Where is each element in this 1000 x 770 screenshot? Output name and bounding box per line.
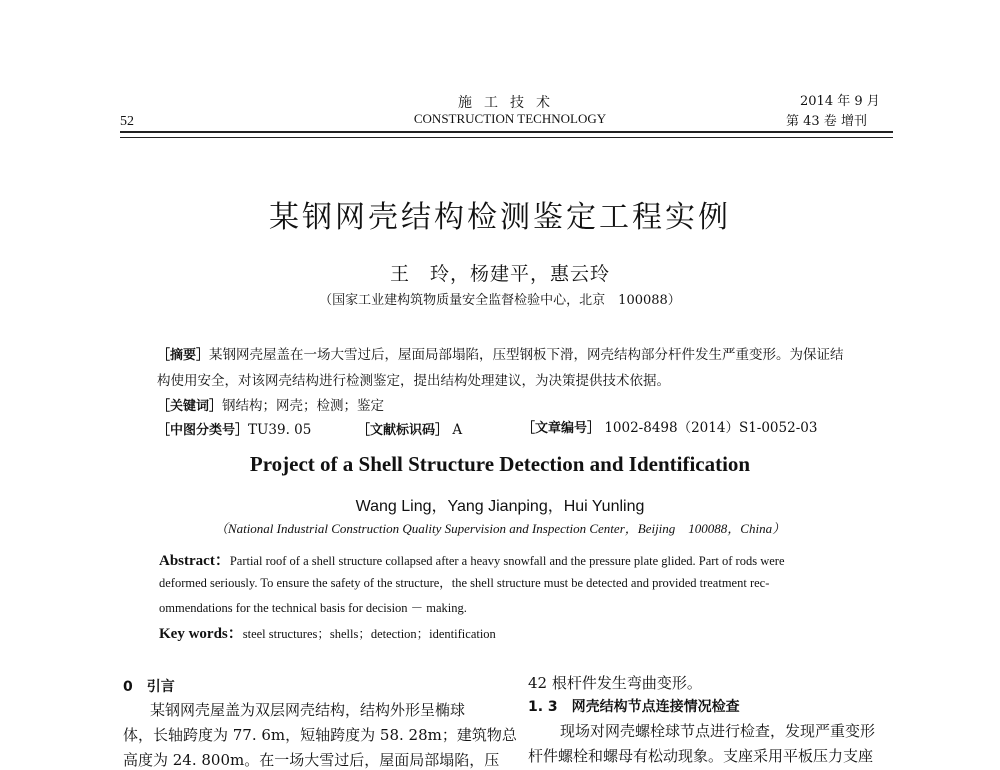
keywords-cn-label: ［关键词］ [157,399,223,414]
article-title-en: Project of a Shell Structure Detection and Identification [249,452,751,476]
authors-cn: 王 玲，杨建平，惠云玲 [389,263,610,285]
issue-volume: 第 43 卷 增刊 [786,114,867,129]
abstract-cn-line-1 [157,346,844,365]
keywords-en-text: steel structures；shells；detection；identification [242,627,496,641]
body-right-line-1: 现场对网壳螺栓球节点进行检查，发现严重变形 [560,722,876,740]
journal-title-cn: 施工技术 [458,95,562,111]
article-number-label: ［文章编号］ [522,421,601,436]
article-title-cn: 某钢网壳结构检测鉴定工程实例 [269,200,731,235]
classification-label: ［中图分类号］ [157,423,249,438]
affiliation-cn: （国家工业建构筑物质量安全监督检验中心，北京 100088） [319,293,681,308]
abstract-en-line-1 [159,549,785,570]
section-heading-1-3: 1. 3 网壳结构节点连接情况检查 [528,699,740,715]
section-heading-introduction: 0 引言 [123,679,175,695]
keywords-en [159,622,496,643]
body-left-line-1: 某钢网壳屋盖为双层网壳结构，结构外形呈椭球 [150,701,466,719]
classification-value: TU39. 05 [248,422,312,438]
abstract-cn-label: ［摘要］ [157,348,210,363]
document-code [357,421,462,440]
authors-en: Wang Ling，Yang Jianping，Hui Yunling [355,498,645,515]
body-right-line-0: 42 根杆件发生弯曲变形。 [528,674,702,692]
issue-date: 2014 年 9 月 [800,94,880,109]
abstract-cn-text-1: 某钢网壳屋盖在一场大雪过后，屋面局部塌陷，压型钢板下滑，网壳结构部分杆件发生严重变形。为保证结 [209,347,844,363]
classification-number [157,421,311,440]
keywords-cn-text: 钢结构；网壳；检测；鉴定 [222,398,385,414]
document-code-value: A [452,422,463,438]
keywords-en-label: Key words： [159,626,243,642]
body-right-line-2: 杆件螺栓和螺母有松动现象。支座采用平板压力支座 [528,747,874,765]
header-rule-thick [120,131,893,133]
abstract-en-label: Abstract： [159,553,230,569]
document-code-label: ［文献标识码］ [357,423,449,438]
abstract-cn-text-2: 构使用安全，对该网壳结构进行检测鉴定，提出结构处理建议，为决策提供技术依据。 [157,373,670,389]
article-number [522,419,817,438]
abstract-en-text-1: Partial roof of a shell structure collapsed after a heavy snowfall and the pressure plate glided. Part of rods were [229,554,785,568]
body-left-line-2: 体，长轴跨度为 77. 6m，短轴跨度为 58. 28m；建筑物总 [123,726,517,744]
affiliation-en: （National Industrial Construction Quality Supervision and Inspection Center，Beijing 100088，China） [214,521,786,536]
header-rule-thin [120,137,893,138]
keywords-cn [157,397,384,416]
journal-title-en: CONSTRUCTION TECHNOLOGY [413,111,607,126]
article-number-value: 1002-8498（2014）S1-0052-03 [604,420,818,436]
page-number: 52 [120,114,134,129]
abstract-en-text-2: deformed seriously. To ensure the safety of the structure，the shell structure must be detected and provided treatment rec- [159,576,770,590]
body-left-line-3: 高度为 24. 800m。在一场大雪过后，屋面局部塌陷，压 [123,751,500,769]
abstract-en-text-3: ommendations for the technical basis for decision － making. [159,601,467,615]
